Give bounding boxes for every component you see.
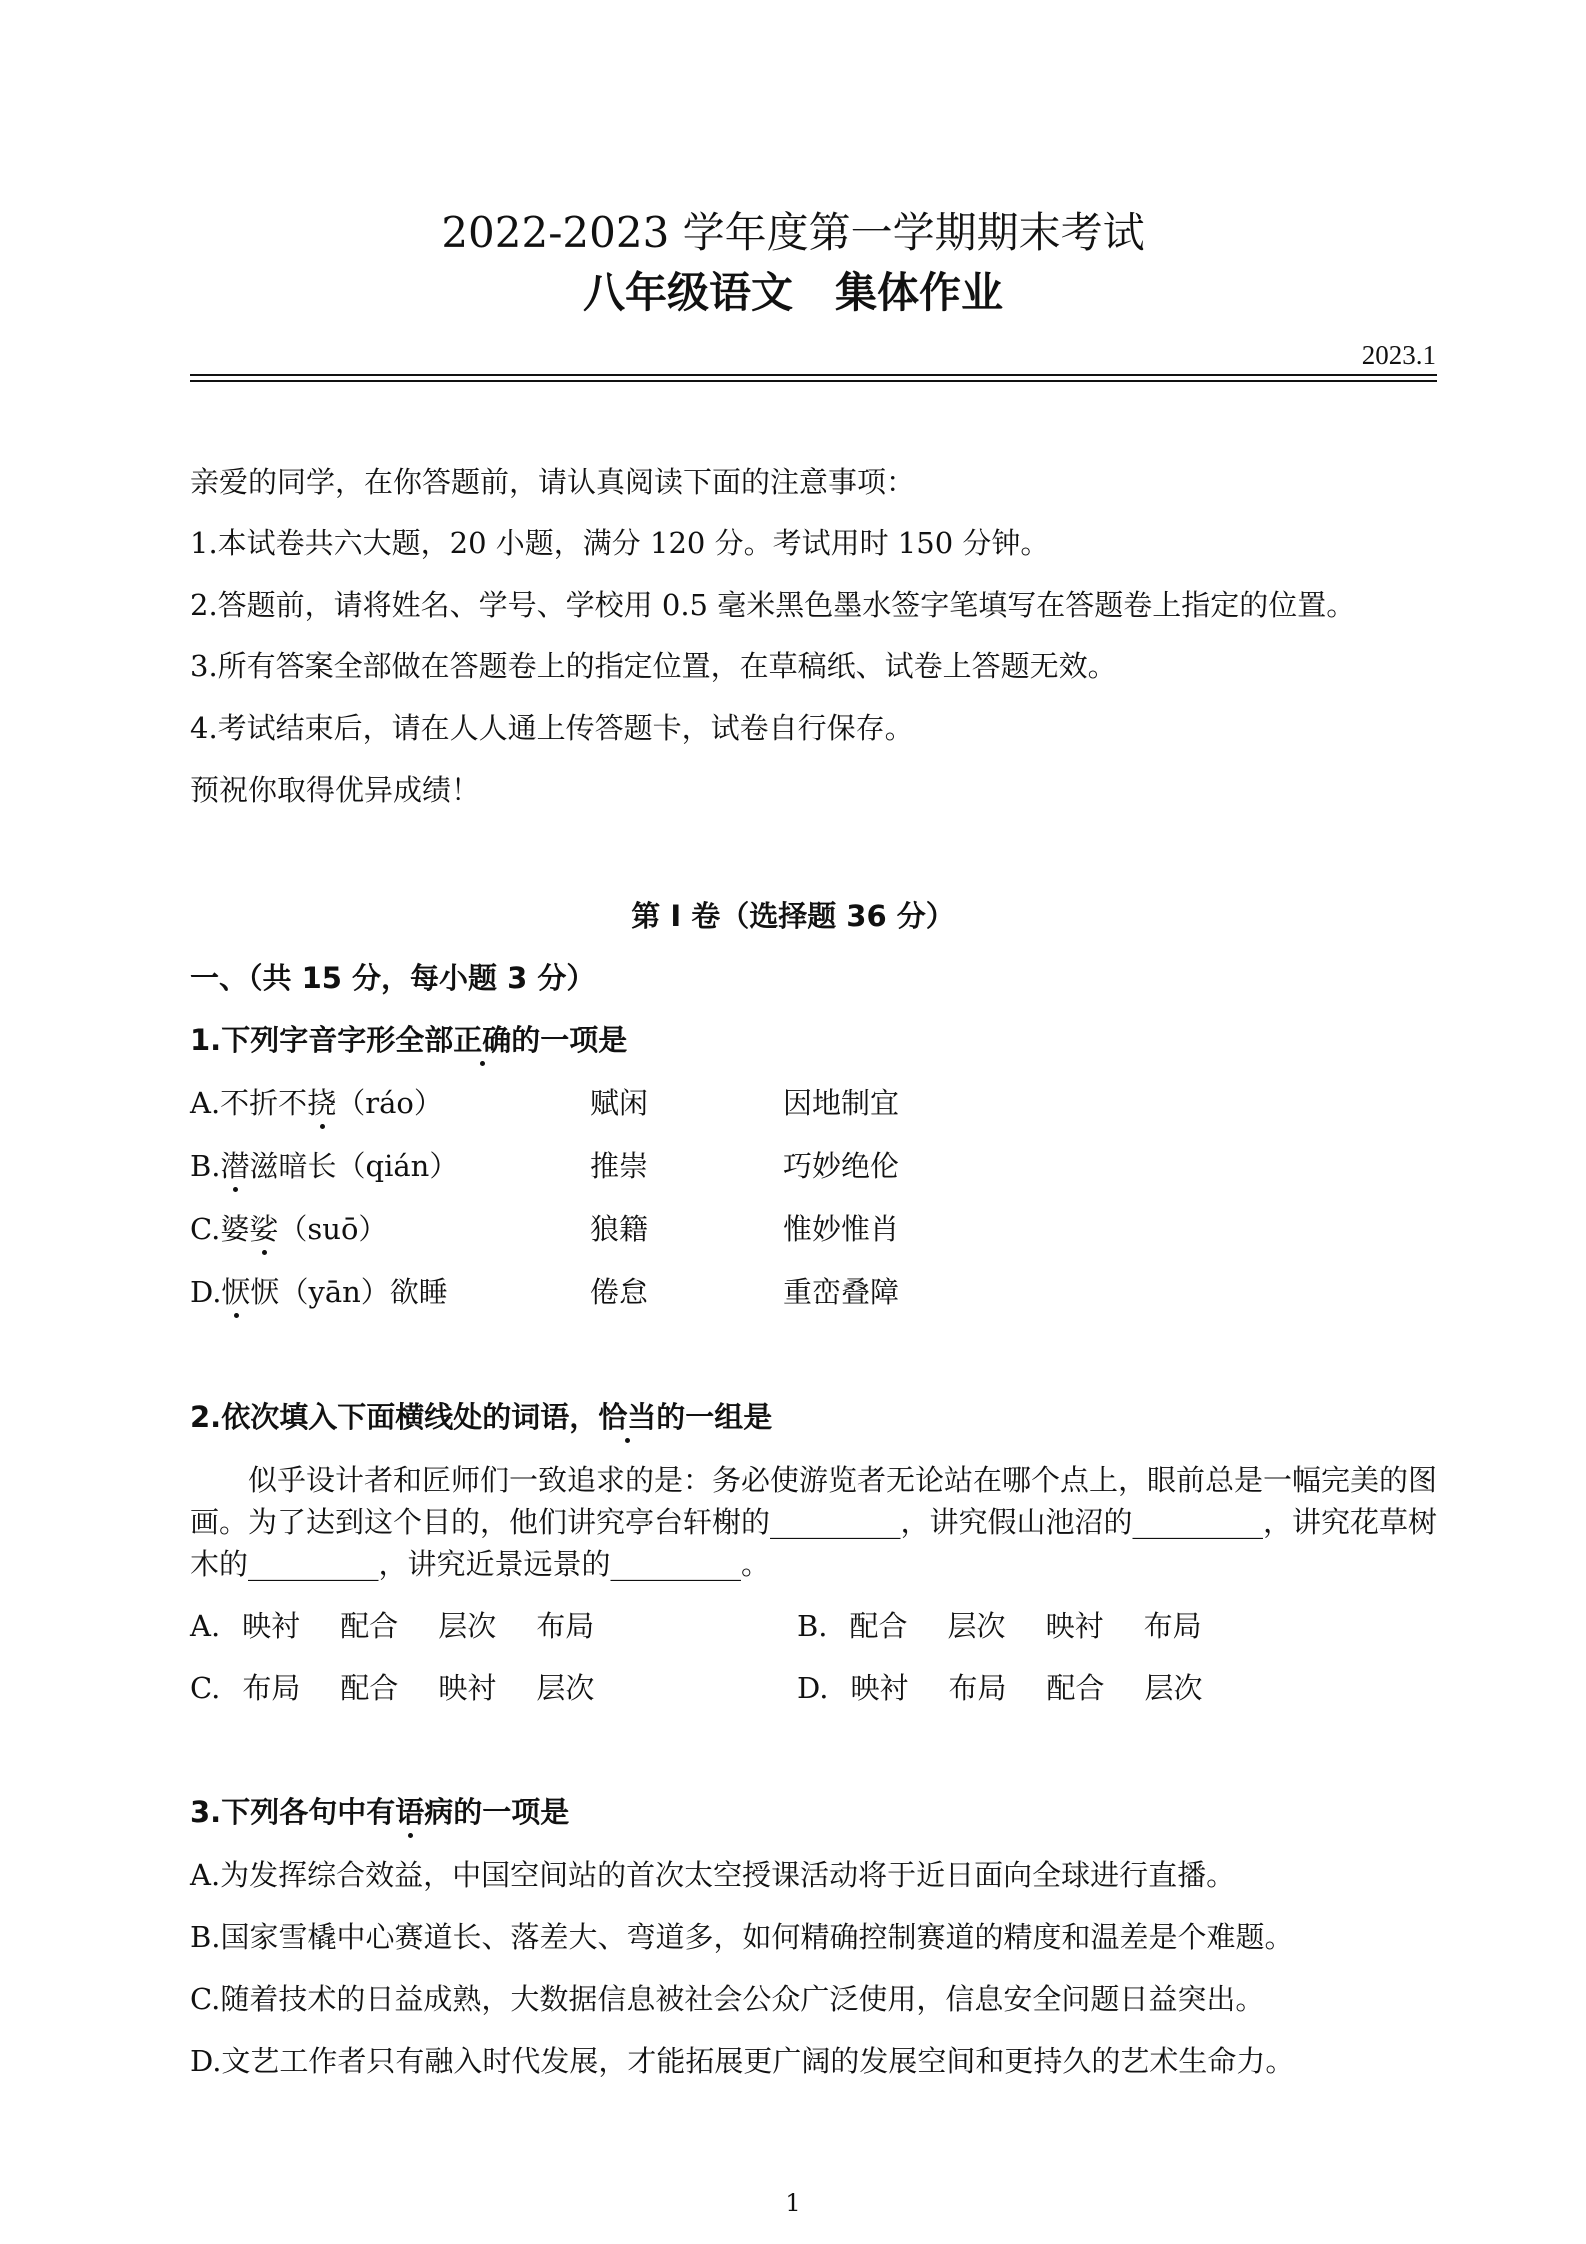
option-term: 推崇 xyxy=(590,1149,649,1183)
question-1-option-c: C.婆娑（suō） xyxy=(190,1209,387,1249)
option-term: 重峦叠障 xyxy=(783,1275,900,1309)
question-1-option-d: D.恹恹（yān）欲睡 xyxy=(190,1272,448,1312)
exam-subtitle xyxy=(0,265,1586,321)
emphasis-mark: 娑 xyxy=(249,1209,278,1249)
emphasis-mark: 恰当 xyxy=(598,1397,656,1437)
question-3-option-a: A.为发挥综合效益，中国空间站的首次太空授课活动将于近日面向全球进行直播。 xyxy=(190,1858,1236,1892)
emphasis-mark: 正确 xyxy=(453,1020,511,1060)
notice-item: 4.考试结束后，请在人人通上传答题卡，试卷自行保存。 xyxy=(190,711,914,745)
option-term: 狼籍 xyxy=(590,1212,649,1246)
question-2-option-d: D. 映衬 布局 配合 层次 xyxy=(797,1671,1203,1705)
subtitle-type: 集体作业 xyxy=(835,268,1004,317)
emphasis-mark: 恹 xyxy=(221,1272,250,1312)
subtitle-subject: 八年级语文 xyxy=(582,268,793,317)
option-term: 倦怠 xyxy=(590,1275,649,1309)
question-2-option-c: C. 布局 配合 映衬 层次 xyxy=(190,1671,595,1705)
part-title: 一、（共 15 分，每小题 3 分） xyxy=(190,961,596,995)
volume-title: 第 I 卷（选择题 36 分） xyxy=(631,899,955,933)
question-3-stem: 3.下列各句中有语病的一项是 xyxy=(190,1792,569,1832)
exam-date: 2023.1 xyxy=(1361,340,1436,370)
emphasis-mark: 潜 xyxy=(221,1146,250,1186)
exam-title: 2022-2023 学年度第一学期期末考试 xyxy=(441,208,1145,257)
header-divider-bottom xyxy=(190,380,1437,382)
question-1-stem: 1.下列字音字形全部正确的一项是 xyxy=(190,1020,627,1060)
page-number: 1 xyxy=(785,2189,801,2217)
question-1-option-b: B.潜滋暗长（qián） xyxy=(190,1146,458,1186)
option-term: 因地制宜 xyxy=(783,1086,900,1120)
option-term: 赋闲 xyxy=(590,1086,649,1120)
notice-item: 3.所有答案全部做在答题卷上的指定位置，在草稿纸、试卷上答题无效。 xyxy=(190,649,1117,683)
question-3-option-b: B.国家雪橇中心赛道长、落差大、弯道多，如何精确控制赛道的精度和温差是个难题。 xyxy=(190,1920,1294,1954)
notice-item: 2.答题前，请将姓名、学号、学校用 0.5 毫米黑色墨水签字笔填写在答题卷上指定的位置。 xyxy=(190,588,1356,622)
option-term: 惟妙惟肖 xyxy=(783,1212,900,1246)
emphasis-mark: 有语病 xyxy=(366,1792,453,1832)
notice-closing: 预祝你取得优异成绩！ xyxy=(190,773,481,807)
header-divider-top xyxy=(190,374,1437,376)
question-2-option-a: A. 映衬 配合 层次 布局 xyxy=(190,1609,595,1643)
emphasis-mark: 挠 xyxy=(307,1083,336,1123)
question-3-option-d: D.文艺工作者只有融入时代发展，才能拓展更广阔的发展空间和更持久的艺术生命力。 xyxy=(190,2044,1295,2078)
question-2-stem: 2.依次填入下面横线处的词语，恰当的一组是 xyxy=(190,1397,772,1437)
notice-intro: 亲爱的同学，在你答题前，请认真阅读下面的注意事项： xyxy=(190,465,916,499)
question-2-passage: 似乎设计者和匠师们一致追求的是：务必使游览者无论站在哪个点上，眼前总是一幅完美的图画。为了达到这个目的，他们讲究亭台轩榭的_________，讲究假山池沼的_________，讲究花草树木的_________，讲究近景远景的_________。 xyxy=(190,1463,1438,1581)
question-3-option-c: C.随着技术的日益成熟，大数据信息被社会公众广泛使用，信息安全问题日益突出。 xyxy=(190,1982,1265,2016)
option-term: 巧妙绝伦 xyxy=(783,1149,900,1183)
notice-item: 1.本试卷共六大题，20 小题，满分 120 分。考试用时 150 分钟。 xyxy=(190,526,1050,560)
question-2-option-b: B. 配合 层次 映衬 布局 xyxy=(797,1609,1202,1643)
question-1-option-a: A.不折不挠（ráo） xyxy=(190,1083,443,1123)
